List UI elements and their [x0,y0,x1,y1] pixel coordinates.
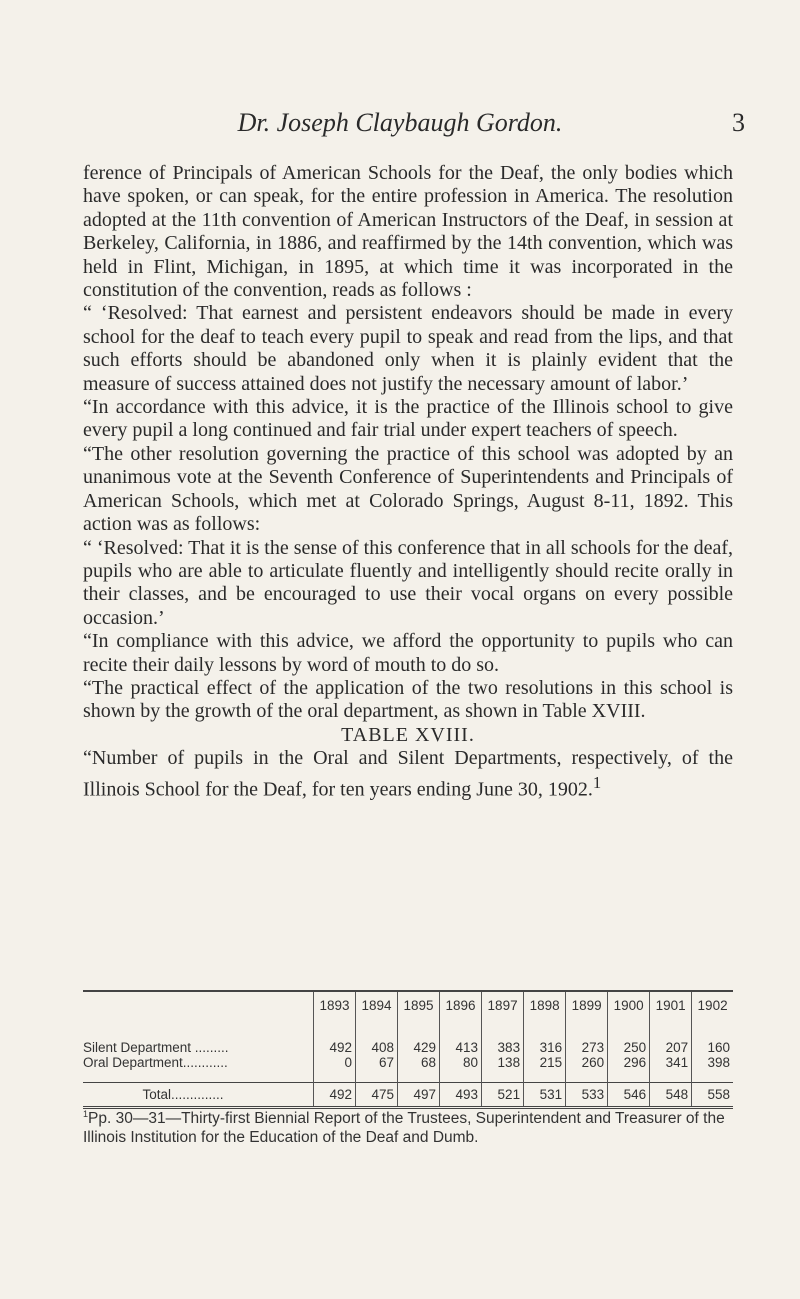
table-cell: 207 [650,1030,692,1055]
paragraph: “The practical effect of the application of the two resolutions in this school is shown by the growth of the oral department, as shown in Table XVIII. [83,676,733,723]
row-label-total: Total.............. [83,1083,314,1108]
table-cell: 492 [314,1030,356,1055]
table-cell: 531 [524,1083,566,1108]
running-head-title: Dr. Joseph Claybaugh Gordon. [237,108,563,137]
table-cell: 429 [398,1030,440,1055]
table-cell: 260 [566,1055,608,1083]
table-cell: 558 [692,1083,733,1108]
table-row-oral [83,1055,733,1083]
table-cell: 80 [440,1055,482,1083]
table-cell: 413 [440,1030,482,1055]
footnote-marker: 1 [592,772,602,792]
table-cell: 341 [650,1055,692,1083]
year-header: 1900 [608,991,650,1030]
table-row-total [83,1083,733,1108]
paragraph: “In compliance with this advice, we afford the opportunity to pupils who can recite their daily lessons by word of mouth to do so. [83,630,733,676]
table-cell: 68 [398,1055,440,1083]
table-row-silent [83,1030,733,1055]
row-label: Oral Department............ [83,1055,228,1070]
paragraph: ference of Principals of American Schools for the Deaf, the only bodies which have spoken, or can speak, for the entire profession in America. The resolution adopted at the 11th convention of American Instructors of the Deaf, in session at Berkeley, California, in 1886, and reaffirmed by the 14th convention, which was held in Flint, Michigan, in 1895, at which time it was incorporated in the constitution of the convention, reads as follows : [83,162,733,302]
table-cell: 497 [398,1083,440,1108]
year-header: 1897 [482,991,524,1030]
table-cell: 521 [482,1083,524,1108]
year-header: 1898 [524,991,566,1030]
row-label: Silent Department ......... [83,1040,229,1055]
paragraph: “The other resolution governing the practice of this school was adopted by an unanimous vote at the Seventh Conference of Superintendents and Principals of American Schools, which met at Colorado Springs, August 8-11, 1892. This action was as follows: [83,442,733,536]
year-header: 1894 [356,991,398,1030]
table-cell: 546 [608,1083,650,1108]
page-number: 3 [732,108,745,137]
table-cell: 492 [314,1083,356,1108]
paragraph: “In accordance with this advice, it is the practice of the Illinois school to give every pupil a long continued and fair trial under expert teachers of speech. [83,396,733,442]
table-cell: 67 [356,1055,398,1083]
table-cell: 316 [524,1030,566,1055]
year-header: 1901 [650,991,692,1030]
table-header-row [83,991,733,1030]
year-header: 1902 [692,991,733,1030]
table-caption [83,747,733,801]
paragraph: “ ‘Resolved: That earnest and persistent endeavors should be made in every school for the deaf to teach every pupil to speak and read from the lips, and that such efforts should be abandoned only when it is plainly evident that the measure of success attained does not justify the necessary amount of labor.’ [83,302,733,395]
data-table-container [83,990,733,1109]
table-cell: 250 [608,1030,650,1055]
data-table [83,990,733,1109]
table-caption-text: “Number of pupils in the Oral and Silent Departments, respectively, of the Illinois School for the Deaf, for ten years ending June 30, 1902. [83,747,733,801]
table-cell: 548 [650,1083,692,1108]
paragraph: “ ‘Resolved: That it is the sense of this conference that in all schools for the deaf, pupils who are able to articulate fluently and intelligently should recite orally in their classes, and be encouraged to use their vocal organs on every possible occasion.’ [83,536,733,629]
table-title: TABLE XVIII. [341,723,475,746]
table-cell: 273 [566,1030,608,1055]
table-cell: 493 [440,1083,482,1108]
table-cell: 383 [482,1030,524,1055]
table-cell: 160 [692,1030,733,1055]
year-header: 1896 [440,991,482,1030]
table-cell: 0 [314,1055,356,1083]
table-cell: 398 [692,1055,733,1083]
table-cell: 475 [356,1083,398,1108]
year-header: 1895 [398,991,440,1030]
table-cell: 215 [524,1055,566,1083]
footnote-number: 1 [83,1109,89,1119]
year-header: 1899 [566,991,608,1030]
table-cell: 138 [482,1055,524,1083]
footnote-text: Pp. 30—31—Thirty-first Biennial Report of the Trustees, Superintendent and Treasurer of the Illinois Institution for the Education of the Deaf and Dumb. [83,1110,725,1147]
table-cell: 408 [356,1030,398,1055]
body-text [83,162,733,802]
year-header: 1893 [314,991,356,1030]
footnote [83,1105,733,1147]
table-cell: 533 [566,1083,608,1108]
table-header-blank [83,991,314,1030]
table-cell: 296 [608,1055,650,1083]
